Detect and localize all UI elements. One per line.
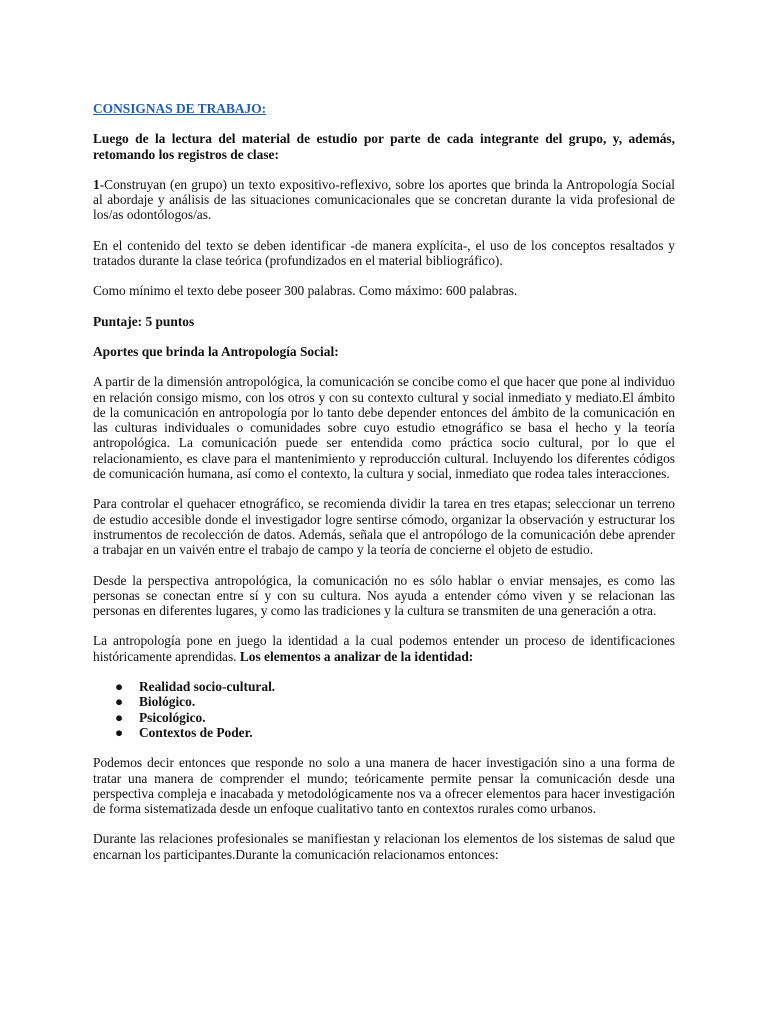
word-limits-paragraph: Como mínimo el texto debe poseer 300 palabras. Como máximo: 600 palabras. [93, 283, 518, 299]
content-requirement-paragraph: En el contenido del texto se deben identificar -de manera explícita-, el uso de los conceptos resaltados y tratados durante la clase teórica (profundizados en el material bibliográfico). [93, 237, 675, 269]
identity-elements-heading: Los elementos a analizar de la identidad: [239, 648, 474, 664]
body-paragraph-6: Durante las relaciones profesionales se manifiestan y relacionan los elementos de los sistemas de salud que encarnan los participantes.Durante la comunicación relacionamos entonces: [93, 831, 675, 862]
bullet-icon: ● [115, 709, 124, 725]
list-item-label: Realidad socio-cultural. [139, 679, 276, 695]
identity-elements-list [93, 679, 675, 740]
task-paragraph [93, 177, 675, 223]
intro-paragraph: Luego de la lectura del material de estudio por parte de cada integrante del grupo, y, además, retomando los registros de clase: [93, 131, 675, 162]
list-item-label: Psicológico. [139, 709, 206, 725]
list-item [115, 724, 675, 740]
body-paragraph-4 [93, 633, 675, 664]
list-item-label: Contextos de Poder. [139, 724, 253, 740]
list-item-label: Biológico. [139, 694, 196, 710]
bullet-icon: ● [115, 694, 124, 710]
task-text: -Construyan (en grupo) un texto expositivo-reflexivo, sobre los aportes que brinda la Antropología Social al abordaje y análisis de las situaciones comunicacionales que se concretan durante la vida profesional de los/as odontólogos/as. [93, 176, 675, 223]
body-paragraph-2: Para controlar el quehacer etnográfico, se recomienda dividir la tarea en tres etapas; seleccionar un terreno de estudio accesible donde el investigador logre sentirse cómodo, organizar la observación y estructurar los instrumentos de recolección de datos. Además, señala que el antropólogo de la comunicación debe aprender a trabajar en un vaivén entre el trabajo de campo y la teoría de concierne el objeto de estudio. [93, 496, 675, 558]
document-title: CONSIGNAS DE TRABAJO: [93, 101, 267, 116]
body-paragraph-5: Podemos decir entonces que responde no solo a una manera de hacer investigación sino a una forma de tratar una manera de comprender el mundo; teóricamente permite pensar la comunicación desde una perspectiva compleja e inacabada y metodológicamente nos va a ofrecer elementos para hacer investigación de forma sistematizada desde un enfoque cualitativo tanto en contextos rurales como urbanos. [93, 755, 675, 817]
body-paragraph-3: Desde la perspectiva antropológica, la comunicación no es sólo hablar o enviar mensajes, es como las personas se conectan entre sí y con su cultura. Nos ayuda a entender cómo viven y se relacionan las personas en diferentes lugares, y como las tradiciones y la cultura se transmiten de una generación a otra. [93, 572, 675, 619]
paragraph-4-text: La antropología pone en juego la identidad a la cual podemos entender un proceso de identificaciones históricamente aprendidas. [93, 633, 675, 664]
task-number: 1 [93, 176, 100, 192]
bullet-icon: ● [115, 679, 124, 695]
body-paragraph-1: A partir de la dimensión antropológica, la comunicación se concibe como el que hacer que pone al individuo en relación consigo mismo, con los otros y con su contexto cultural y social inmediato y mediato.El ámbito de la comunicación en antropología por lo tanto debe depender entonces del ámbito de la comunicación en las culturas individuales o comunidades sobre cuyo estudio etnográfico se basa el hecho y la teoría antropológica. La comunicación puede ser entendida como práctica socio cultural, por lo que el relacionamiento, es clave para el mantenimiento y reproducción cultural. Incluyendo los diferentes códigos de comunicación humana, así como el contexto, la cultura y social, inmediato que rodea tales interacciones. [93, 374, 675, 482]
list-item [115, 709, 675, 725]
list-item [115, 694, 675, 710]
section-heading: Aportes que brinda la Antropología Social: [93, 343, 339, 359]
score-label: Puntaje: 5 puntos [93, 313, 195, 329]
bullet-icon: ● [115, 724, 124, 740]
list-item [115, 679, 675, 695]
